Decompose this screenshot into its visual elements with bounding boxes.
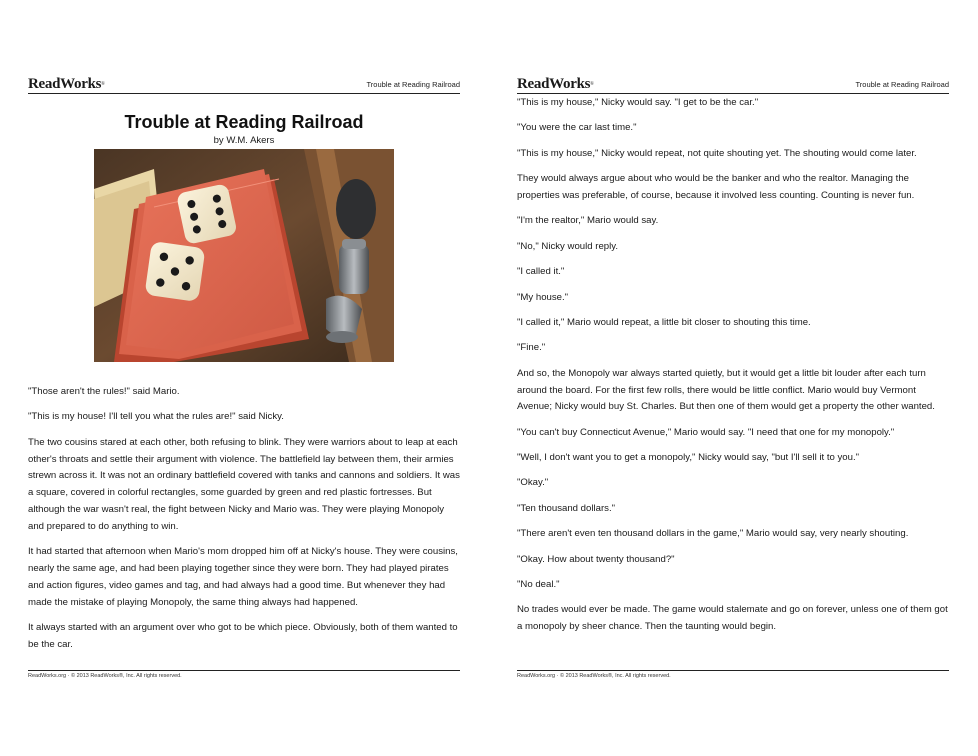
logo-reg-mark: ® <box>590 82 594 87</box>
page-footer: ReadWorks.org · © 2013 ReadWorks®, Inc. All rights reserved. <box>517 670 949 681</box>
page-header <box>28 76 460 94</box>
paragraph: "Okay." <box>517 477 549 489</box>
paragraph: "You can't buy Connecticut Avenue," Mario would say. "I need that one for my monopoly." <box>517 426 895 438</box>
paragraph: "Okay. How about twenty thousand?" <box>517 553 675 565</box>
paragraph: And so, the Monopoly war always started quietly, but it would get a little bit louder after each turn around the board. For the first few rolls, there would be little conflict. Mario would buy Vermont Avenue; Nicky would buy St. Charles. But then one of them would get a property the other wanted. <box>517 367 935 413</box>
paragraph: "I called it." <box>517 266 565 278</box>
logo-reg-mark: ® <box>101 82 105 87</box>
readworks-logo <box>28 76 105 92</box>
paragraph: "Well, I don't want you to get a monopoly," Nicky would say, "but I'll sell it to you." <box>517 452 860 464</box>
left-page-body <box>28 384 460 662</box>
header-doc-title: Trouble at Reading Railroad <box>366 80 460 89</box>
story-byline: by W.M. Akers <box>213 135 275 146</box>
paragraph: "This is my house," Nicky would repeat, not quite shouting yet. The shouting would come later. <box>517 147 917 159</box>
paragraph: "No," Nicky would reply. <box>517 240 619 252</box>
paragraph: "Those aren't the rules!" said Mario. <box>28 386 180 397</box>
paragraph: It always started with an argument over who got to be which piece. Obviously, both of them wanted to be the car. <box>28 621 458 650</box>
paragraph: It had started that afternoon when Mario's mom dropped him off at Nicky's house. They were cousins, nearly the same age, and had been playing together since they were born. They had played pirates and action figures, video games and tag, and had always had a good time. But whenever they had made the mistake of playing Monopoly, the same thing always had happened. <box>28 546 458 608</box>
paragraph: "Ten thousand dollars." <box>517 502 616 514</box>
paragraph: "I called it," Mario would repeat, a little bit closer to shouting this time. <box>517 316 811 328</box>
dice-illustration <box>94 149 394 362</box>
readworks-logo <box>517 76 594 92</box>
logo-text: ReadWorks <box>28 76 102 92</box>
logo-text: ReadWorks <box>517 76 591 92</box>
paragraph: No trades would ever be made. The game would stalemate and go on forever, unless one of them got a monopoly by sheer chance. Then the taunting would begin. <box>517 604 948 633</box>
paragraph: "Fine." <box>517 342 546 354</box>
right-page-body <box>517 95 951 645</box>
page-header <box>517 76 949 94</box>
paragraph: "No deal." <box>517 579 560 591</box>
paragraph: "There aren't even ten thousand dollars in the game," Mario would say, very nearly shouting. <box>517 528 909 540</box>
paragraph: "I'm the realtor," Mario would say. <box>517 215 659 227</box>
paragraph: "My house." <box>517 291 569 303</box>
paragraph: They would always argue about who would be the banker and who the realtor. Managing the properties was preferable, of course, because it involved less counting. Counting is never fun. <box>517 173 915 201</box>
paragraph: "This is my house," Nicky would say. "I get to be the car." <box>517 97 759 108</box>
paragraph: "You were the car last time." <box>517 122 637 134</box>
paragraph: "This is my house! I'll tell you what the rules are!" said Nicky. <box>28 411 284 423</box>
page-footer: ReadWorks.org · © 2013 ReadWorks®, Inc. All rights reserved. <box>28 670 460 681</box>
header-doc-title: Trouble at Reading Railroad <box>855 80 949 89</box>
page-right <box>489 0 978 756</box>
story-title: Trouble at Reading Railroad <box>124 112 364 132</box>
paragraph: The two cousins stared at each other, both refusing to blink. They were warriors about to leap at each other's throats and settle their argument with violence. The battlefield lay between them, their armies strewn across it. It was not an ordinary battlefield covered with tanks and cannons and soldiers. It was a square, covered in colorful rectangles, some guarded by green and red plastic fortresses. But although the war wasn't real, the fight between Nicky and Mario was. They were playing Monopoly and prepared to do anything to win. <box>28 436 460 532</box>
